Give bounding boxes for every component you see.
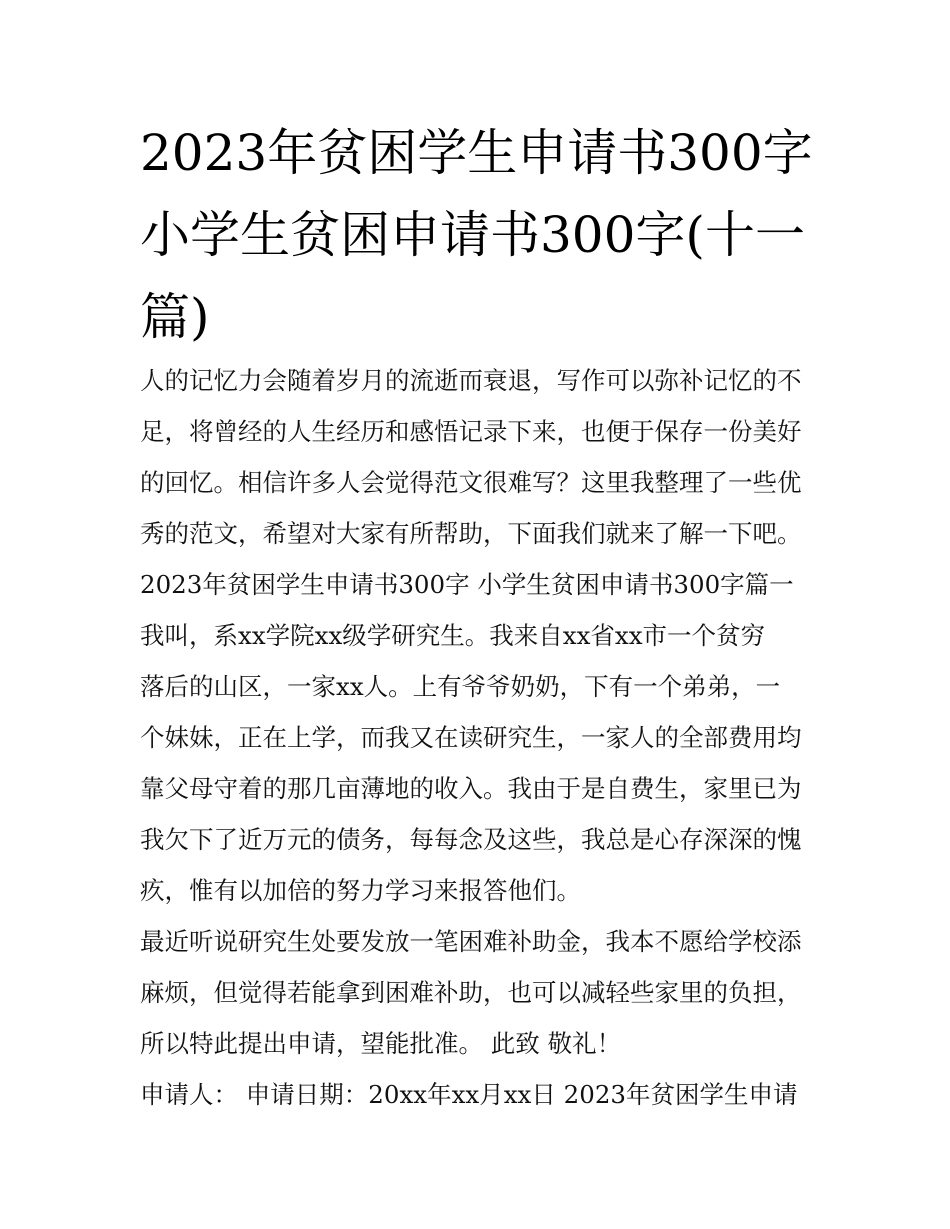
body-line: 人的记忆力会随着岁月的流逝而衰退，写作可以弥补记忆的不	[140, 366, 802, 395]
title-line: 小学生贫困申请书300字(十一	[140, 206, 805, 264]
body-line: 疚，惟有以加倍的努力学习来报答他们。	[140, 876, 581, 905]
body-line: 秀的范文，希望对大家有所帮助，下面我们就来了解一下吧。	[140, 519, 802, 548]
body-line: 所以特此提出申请，望能批准。 此致 敬礼！	[140, 1029, 622, 1058]
body-line: 最近听说研究生处要发放一笔困难补助金，我本不愿给学校添	[140, 927, 802, 956]
body-line: 我叫，系xx学院xx级学研究生。我来自xx省xx市一个贫穷	[140, 621, 766, 650]
title-line: 2023年贫困学生申请书300字	[140, 124, 813, 182]
body-line: 落后的山区，一家xx人。上有爷爷奶奶，下有一个弟弟，一	[140, 672, 781, 701]
body-line: 申请人： 申请日期：20xx年xx月xx日 2023年贫困学生申请	[140, 1080, 798, 1109]
body-line: 个妹妹，正在上学，而我又在读研究生，一家人的全部费用均	[140, 723, 802, 752]
body-line: 麻烦，但觉得若能拿到困难补助，也可以减轻些家里的负担，	[140, 978, 802, 1007]
title-line: 篇)	[140, 288, 210, 346]
document-title	[140, 112, 830, 358]
body-line: 的回忆。相信许多人会觉得范文很难写？这里我整理了一些优	[140, 468, 802, 497]
body-line: 2023年贫困学生申请书300字 小学生贫困申请书300字篇一	[140, 570, 794, 599]
document-body	[140, 355, 830, 1120]
body-line: 我欠下了近万元的债务，每每念及这些，我总是心存深深的愧	[140, 825, 802, 854]
body-line: 足，将曾经的人生经历和感悟记录下来，也便于保存一份美好	[140, 417, 802, 446]
body-line: 靠父母守着的那几亩薄地的收入。我由于是自费生，家里已为	[140, 774, 802, 803]
